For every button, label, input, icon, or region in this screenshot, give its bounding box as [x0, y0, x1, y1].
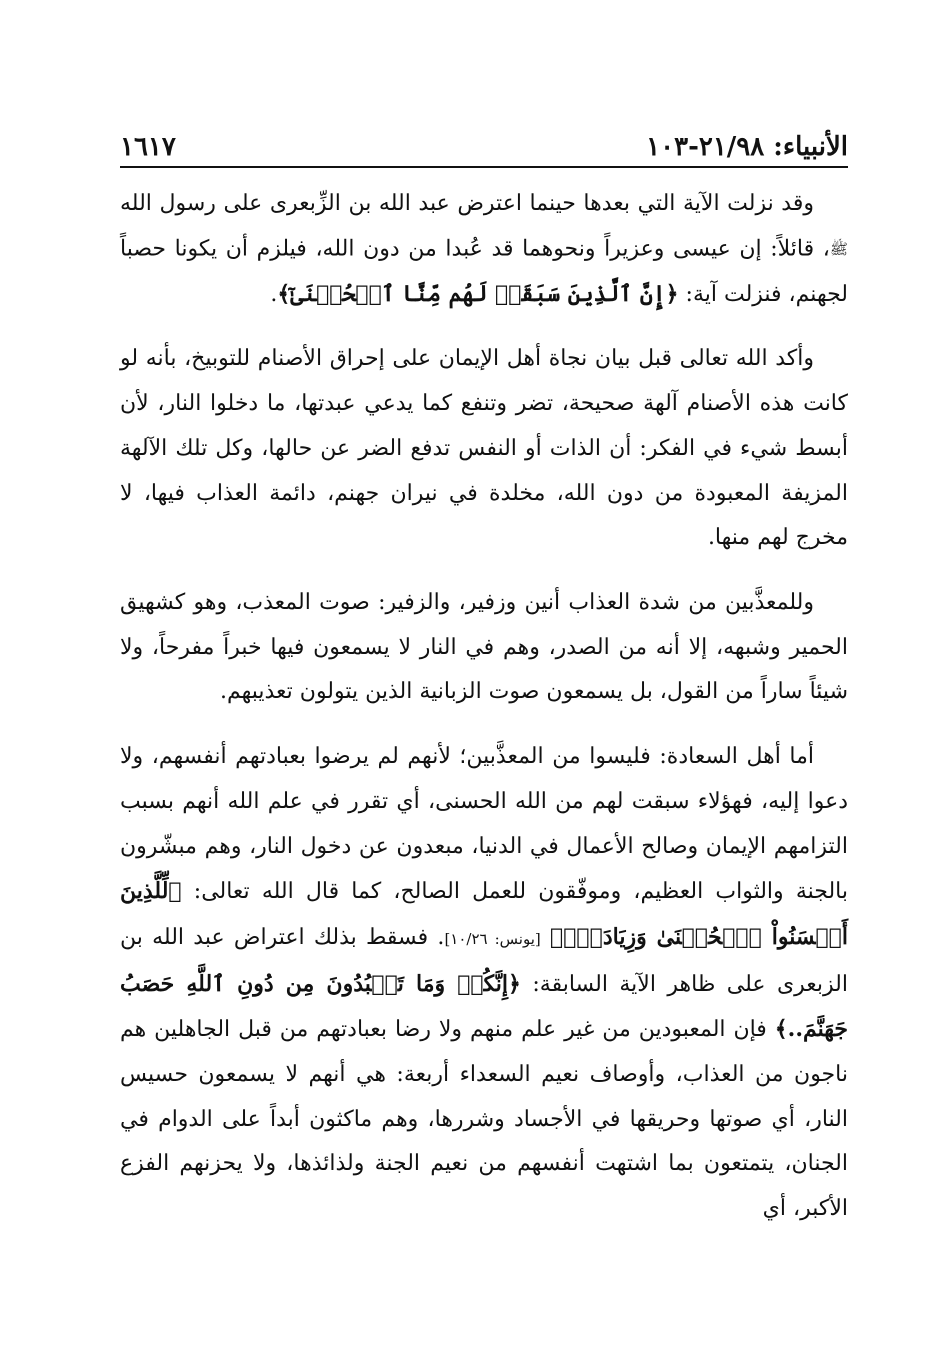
- quran-verse-1: ﴿إِنَّ ٱلَّذِينَ سَبَقَتۡ لَهُم مِّنَّا ٱلۡحُسۡنَىٰٓ﴾: [277, 280, 679, 307]
- page-header: [120, 118, 848, 162]
- p4-text-b: . فسقط بذلك اعتراض عبد الله بن الزبعرى على ظاهر الآية السابقة:: [120, 924, 849, 997]
- paragraph-4: [120, 735, 848, 1232]
- p4-text-a: أما أهل السعادة: فليسوا من المعذَّبين؛ لأنهم لم يرضوا بعبادتهم أنفسهم، ولا دعوا إليه، فهؤلاء سبقت لهم من الله الحسنى، أي تقرر في علم الله أنهم بسبب التزامهم الإيمان وصالح الأعمال في الدنيا، مبعدون عن دخول النار، وهم مبشّرون بالجنة والثواب العظيم، وموفّقون للعمل الصالح، كما قال الله تعالى:: [120, 744, 848, 905]
- paragraph-gap: [120, 561, 848, 581]
- page-number: ١٦١٧: [120, 132, 176, 162]
- paragraph-1: [120, 182, 848, 317]
- page-body: [120, 182, 848, 1232]
- paragraph-gap: [120, 317, 848, 337]
- p1-end: .: [270, 281, 278, 307]
- surah-reference: الأنبياء: ٢١/٩٨-١٠٣: [646, 132, 848, 162]
- paragraph-gap: [120, 715, 848, 735]
- paragraph-2: وأكد الله تعالى قبل بيان نجاة أهل الإيمان على إحراق الأصنام للتوبيخ، بأنه لو كانت هذه الأصنام آلهة صحيحة، تضر وتنفع كما يدعي عبدتها، ما دخلوا النار، لأن أبسط شيء في الفكر: أن الذات أو النفس تدفع الضر عن حالها، وكل تلك الآلهة المزيفة المعبودة من دون الله، مخلدة في نيران جهنم، دائمة العذاب فيها، لا مخرج لهم منها.: [120, 346, 848, 551]
- p1-text-a: وقد نزلت الآية التي بعدها حينما اعترض عبد الله بن الزِّبعرى على رسول الله: [120, 191, 814, 216]
- verse-reference: [يونس: ١٠/٢٦]: [444, 929, 541, 948]
- salutation-ligature: ﷺ: [829, 239, 848, 258]
- paragraph-3: وللمعذَّبين من شدة العذاب أنين وزفير، والزفير: صوت المعذب، وهو كشهيق الحمير وشبهه، إلا أنه من الصدر، وهم في النار لا يسمعون فيها خبراً مفرحاً، ولا شيئاً ساراً من القول، بل يسمعون صوت الزبانية الذين يتولون تعذيبهم.: [120, 589, 848, 705]
- header-rule: [120, 166, 848, 168]
- p4-text-c: فإن المعبودين من غير علم منهم ولا رضا بعبادتهم من قبل الجاهلين هم ناجون من العذاب، وأوصاف نعيم السعداء أربعة: هي أنهم لا يسمعون حسيس النار، أي صوتها وحريقها في الأجساد وشررها، وهم ماكثون أبداً على الدوام في الجنان، يتمتعون بما اشتهت أنفسهم من نعيم الجنة ولذائذها، ولا يحزنهم الفزع الأكبر، أي: [120, 1017, 848, 1222]
- quran-verse-2: ﴿لِّلَّذِينَ أَحۡسَنُواْ ٱلۡحُسۡنَىٰ وَزِيَادَةٞۖ﴾: [120, 878, 848, 950]
- p1-text-b: ، قائلاً: إن عيسى وعزيراً ونحوهما قد عُبدا من دون الله، فيلزم أن يكونا حصباً لجهنم، فنزلت آية:: [120, 236, 848, 307]
- quran-verse-3: ﴿إِنَّكُمۡ وَمَا تَعۡبُدُونَ مِن دُونِ ٱللَّهِ حَصَبُ جَهَنَّمَ..﴾: [120, 970, 848, 1043]
